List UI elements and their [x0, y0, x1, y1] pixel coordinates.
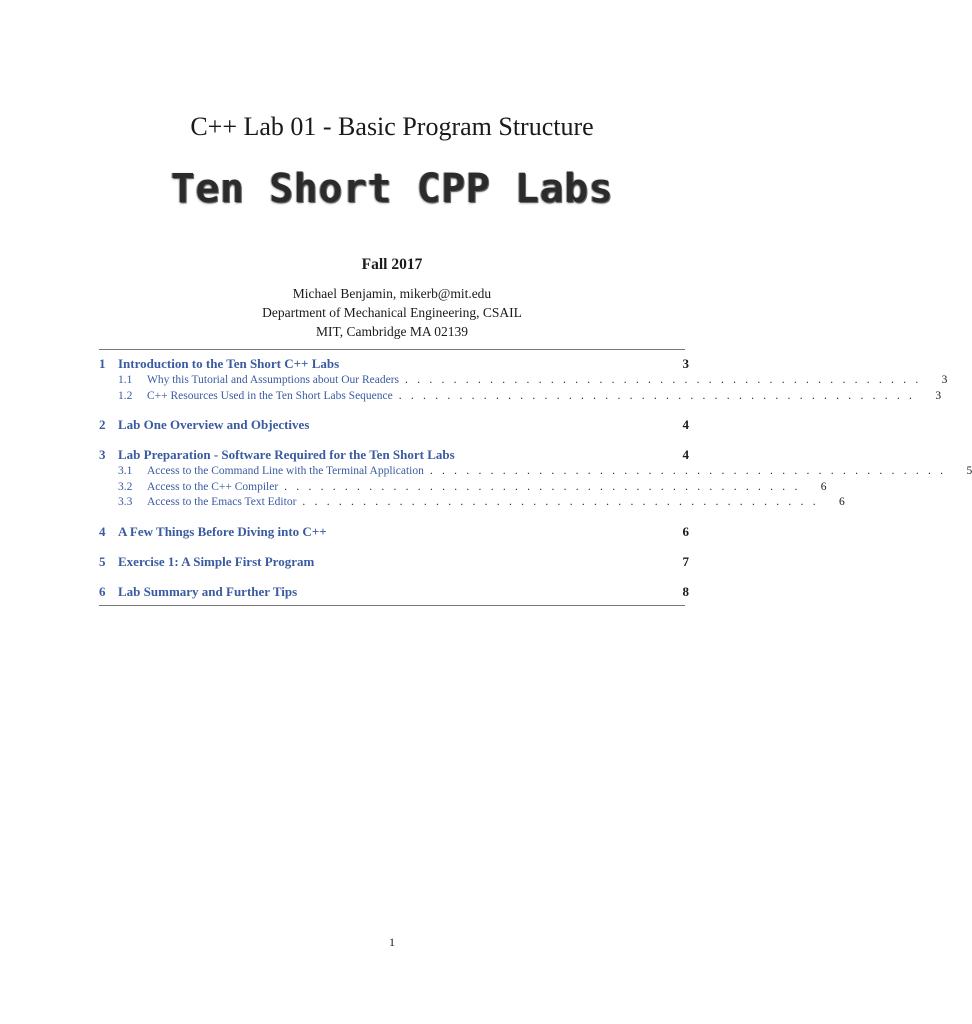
location-line: MIT, Cambridge MA 02139: [316, 324, 468, 339]
toc-subentry[interactable]: [99, 389, 942, 405]
toc-entry[interactable]: [99, 583, 689, 601]
toc-subentry-link[interactable]: Access to the Emacs Text Editor: [147, 496, 297, 508]
toc-subentry-page: 3: [941, 374, 948, 386]
table-of-contents: [99, 355, 972, 601]
toc-entry[interactable]: [99, 416, 689, 434]
author-block: [0, 284, 784, 341]
toc-top-rule: [99, 349, 685, 350]
dot-leader: . . . . . . . . . . . . . . . . . . . . . . . . . . . . . . . . . . . . . . . . . . .: [405, 374, 922, 386]
page-number: 1: [389, 935, 395, 949]
toc-entry-page: 4: [682, 417, 689, 432]
department-line: Department of Mechanical Engineering, CSAIL: [262, 305, 522, 320]
toc-subentry-number: 1.1: [118, 374, 133, 386]
banner-text: Ten Short CPP Labs: [170, 166, 614, 212]
toc-subentry-link[interactable]: Why this Tutorial and Assumptions about Our Readers: [147, 374, 400, 386]
toc-subentry[interactable]: [99, 495, 845, 511]
toc-subentry-number: 1.2: [118, 389, 133, 402]
toc-entry-number: 2: [99, 417, 106, 432]
toc-entry-number: 3: [99, 447, 106, 462]
toc-entry-page: 4: [682, 447, 689, 462]
toc-section-2: [99, 416, 689, 434]
toc-entry-page: 8: [682, 583, 689, 599]
toc-section-6: [99, 583, 689, 601]
toc-entry[interactable]: [99, 523, 689, 541]
toc-entry-link[interactable]: Lab Summary and Further Tips: [118, 583, 298, 599]
dot-leader: . . . . . . . . . . . . . . . . . . . . . . . . . . . . . . . . . . . . . . . . . . .: [302, 496, 819, 508]
toc-entry-number: 6: [99, 583, 106, 599]
dot-leader: . . . . . . . . . . . . . . . . . . . . . . . . . . . . . . . . . . . . . . . . . . .: [429, 465, 947, 477]
toc-entry-number: 5: [99, 553, 106, 569]
toc-subentry-page: 6: [839, 496, 845, 508]
toc-subentry[interactable]: [99, 464, 972, 480]
toc-section-1: [99, 355, 948, 404]
toc-section-5: [99, 553, 689, 571]
document-title: C++ Lab 01 - Basic Program Structure: [190, 112, 594, 141]
toc-subentry-link[interactable]: Access to the Command Line with the Terminal Application: [147, 465, 424, 477]
dot-leader: . . . . . . . . . . . . . . . . . . . . . . . . . . . . . . . . . . . . . . . . . . .: [398, 389, 916, 402]
toc-entry-link[interactable]: Lab One Overview and Objectives: [118, 417, 310, 432]
toc-entry[interactable]: [99, 553, 689, 571]
toc-entry-link[interactable]: Lab Preparation - Software Required for the Ten Short Labs: [118, 447, 455, 462]
toc-bottom-rule: [99, 605, 685, 606]
banner-logo: [0, 166, 784, 212]
toc-entry[interactable]: [99, 446, 689, 464]
toc-section-4: [99, 523, 689, 541]
toc-entry-link[interactable]: A Few Things Before Diving into C++: [118, 523, 327, 539]
term-label: Fall 2017: [361, 256, 423, 273]
toc-subentry-link[interactable]: C++ Resources Used in the Ten Short Labs Sequence: [147, 389, 393, 402]
toc-subentry[interactable]: [99, 480, 827, 496]
toc-subentry-number: 3.3: [118, 496, 133, 508]
toc-subentry[interactable]: [99, 373, 948, 389]
toc-entry-number: 4: [99, 523, 106, 539]
toc-entry-link[interactable]: Introduction to the Ten Short C++ Labs: [118, 356, 340, 371]
toc-subentry-number: 3.2: [118, 480, 133, 493]
toc-subentry-page: 5: [966, 465, 972, 477]
author-line: Michael Benjamin, mikerb@mit.edu: [292, 286, 492, 301]
dot-leader: . . . . . . . . . . . . . . . . . . . . . . . . . . . . . . . . . . . . . . . . . . .: [284, 480, 801, 493]
toc-section-3: [99, 446, 972, 511]
toc-subentry-page: 6: [820, 480, 827, 493]
toc-subentry-page: 3: [935, 389, 942, 402]
toc-entry-page: 3: [682, 356, 689, 371]
toc-subentry-number: 3.1: [118, 465, 133, 477]
toc-entry-page: 7: [682, 553, 689, 569]
toc-entry-page: 6: [682, 523, 689, 539]
toc-entry-link[interactable]: Exercise 1: A Simple First Program: [118, 553, 315, 569]
toc-subentry-link[interactable]: Access to the C++ Compiler: [147, 480, 279, 493]
toc-entry[interactable]: [99, 355, 689, 373]
toc-entry-number: 1: [99, 356, 106, 371]
